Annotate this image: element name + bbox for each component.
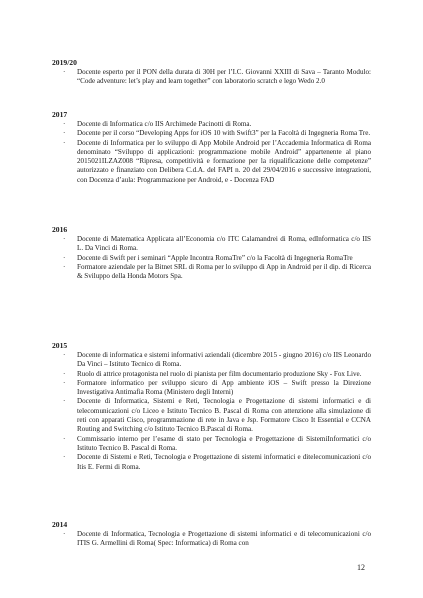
bullet-marker: · bbox=[63, 434, 66, 443]
activity-text: Docente di Swift per i seminari “Apple Incontra RomaTre” c/o la Facoltà di Ingegneria RomaTre bbox=[77, 253, 353, 262]
bullet-marker: · bbox=[63, 453, 66, 462]
activity-list bbox=[0, 351, 423, 472]
bullet-marker: · bbox=[63, 378, 66, 387]
year-heading: 2014 bbox=[52, 520, 68, 529]
bullet-marker: · bbox=[63, 253, 66, 262]
year-heading: 2017 bbox=[52, 110, 68, 119]
bullet-marker: · bbox=[63, 138, 66, 147]
page-number: 12 bbox=[357, 563, 365, 572]
activity-item bbox=[0, 351, 423, 370]
activity-list bbox=[0, 530, 423, 549]
activity-item bbox=[0, 379, 423, 398]
activity-text: Formatore aziendale per la Bitnet SRL di Roma per lo sviluppo di App in Android per il dip. di Ricerca & Sviluppo della Honda Motors Spa. bbox=[77, 262, 371, 281]
activity-text: Docente di informatica e sistemi informativi aziendali (dicembre 2015 - giugno 2016) c/o IIS Leonardo Da Vinci – Istituto Tecnico di Roma. bbox=[77, 351, 371, 369]
activity-item bbox=[0, 129, 423, 138]
activity-text: Formatore informatico per sviluppo sicuro di App ambiente iOS – Swift presso la Direzione Investigativa Antimafia Roma (Ministero degli Interni) bbox=[77, 378, 371, 397]
activity-item bbox=[0, 263, 423, 282]
activity-item bbox=[0, 235, 423, 254]
activity-item bbox=[0, 397, 423, 434]
activity-item bbox=[0, 139, 423, 185]
activity-list bbox=[0, 235, 423, 281]
activity-text: Docente di Matematica Applicata all’Economia c/o ITC Calamandrei di Roma, edInformatica c/o IIS L. Da Vinci di Roma. bbox=[77, 235, 371, 253]
activity-text: Docente di Informatica per lo sviluppo di App Mobile Android per l’Accademia Informatica di Roma denominato “Sviluppo di applicazioni: programmazione mobile Android” appartenente al piano 2015021ILZAZ008 “Ripresa, competitività e formazione per la riqualificazione delle competenze” autorizzato e finanziato con Delibera C.d.A. del FAPI n. 20 del 29/04/2016 e successive integrazioni, con Docenza d’aula: Programmazione per Android, e - Docenza FAD bbox=[77, 138, 371, 184]
activity-item bbox=[0, 370, 423, 379]
activity-text: Ruolo di attrice protagonista nel ruolo di pianista per film documentario produzione Sky - Fox Live. bbox=[77, 369, 362, 378]
bullet-marker: · bbox=[63, 369, 66, 378]
bullet-marker: · bbox=[63, 129, 66, 138]
activity-list bbox=[0, 120, 423, 185]
activity-text: Docente di Informatica, Sistemi e Reti, Tecnologia e Progettazione di sistemi informatici e di telecomunicazioni c/o Liceo e Istituto Tecnico B. Pascal di Roma con attenzione alla simulazione di reti con apparati Cisco, programmazione di rete in Java e Jsp. Formatore Cisco It Essential e CCNA Routing and Switching c/o Istituto Tecnico B.Pascal di Roma. bbox=[77, 397, 371, 434]
activity-text: Commissario interno per l’esame di stato per Tecnologia e Progettazione di SistemiInformatici c/o Istituto Tecnico B. Pascal di Roma. bbox=[77, 434, 371, 452]
bullet-marker: · bbox=[63, 235, 66, 243]
activity-item bbox=[0, 530, 423, 549]
activity-item bbox=[0, 254, 423, 263]
bullet-marker: · bbox=[63, 351, 66, 359]
activity-list bbox=[0, 68, 423, 87]
year-heading: 2016 bbox=[52, 225, 68, 234]
activity-text: Docente di Informatica c/o IIS Archimede Pacinotti di Roma. bbox=[77, 120, 252, 128]
bullet-marker: · bbox=[63, 262, 66, 271]
bullet-marker: · bbox=[63, 120, 66, 128]
activity-text: Docente per il corso “Developing Apps for iOS 10 with Swift3” per la Facoltà di Ingegneria Roma Tre. bbox=[77, 129, 371, 138]
activity-item bbox=[0, 68, 423, 87]
year-heading: 2019/20 bbox=[52, 58, 77, 67]
activity-text: Docente esperto per il PON della durata di 30H per l’I.C. Giovanni XXIII di Sava – Taranto Modulo: “Code adventure: let’s play and learn together” con laboratorio scratch e lego Wedo 2.0 bbox=[77, 68, 371, 86]
bullet-marker: · bbox=[63, 68, 66, 76]
activity-item bbox=[0, 453, 423, 472]
activity-text: Docente di Informatica, Tecnologia e Progettazione di sistemi informatici e di telecomunicazioni c/o ITIS G. Armellini di Roma( Spec: Informatica) di Roma con bbox=[77, 530, 371, 548]
activity-item bbox=[0, 120, 423, 129]
activity-item bbox=[0, 435, 423, 454]
bullet-marker: · bbox=[63, 530, 66, 538]
year-heading: 2015 bbox=[52, 341, 68, 350]
activity-text: Docente di Sistemi e Reti, Tecnologia e Progettazione di sistemi informatici e ditelecomunicazioni c/o Itis E. Fermi di Roma. bbox=[77, 453, 371, 471]
bullet-marker: · bbox=[63, 397, 66, 406]
